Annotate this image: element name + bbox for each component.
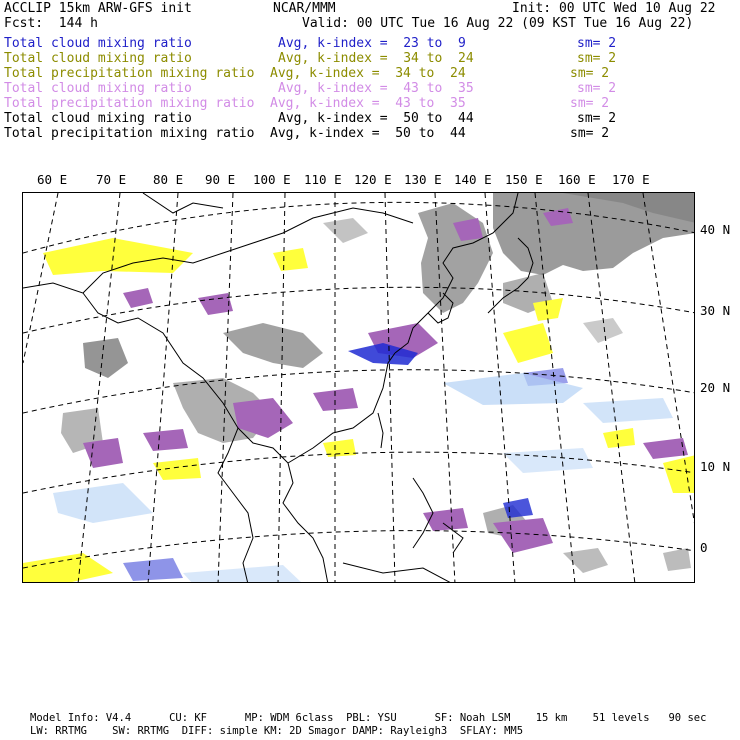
longitude-label: 110 E	[304, 172, 342, 187]
legend-avg: Avg, k-index = 50 to 44	[278, 111, 474, 126]
latitude-label: 40 N	[700, 222, 731, 237]
longitude-label: 130 E	[404, 172, 442, 187]
legend-avg: Avg, k-index = 50 to 44	[270, 126, 466, 141]
init-time: Init: 00 UTC Wed 10 Aug 22	[512, 1, 716, 16]
legend-sm: sm= 2	[577, 36, 617, 51]
legend-sm: sm= 2	[577, 81, 617, 96]
longitude-label: 160 E	[558, 172, 596, 187]
legend-sm: sm= 2	[570, 96, 610, 111]
legend-avg: Avg, k-index = 34 to 24	[270, 66, 466, 81]
legend-sm: sm= 2	[570, 66, 610, 81]
latitude-label: 10 N	[700, 459, 731, 474]
legend-field: Total cloud mixing ratio	[4, 81, 192, 96]
longitude-label: 90 E	[205, 172, 236, 187]
legend-field: Total precipitation mixing ratio	[4, 96, 255, 111]
map-panel	[22, 192, 695, 583]
latitude-label: 30 N	[700, 303, 731, 318]
longitude-label: 140 E	[454, 172, 492, 187]
legend-avg: Avg, k-index = 23 to 9	[278, 36, 466, 51]
latitude-label: 0	[700, 540, 708, 555]
map-canvas	[23, 193, 695, 583]
legend-avg: Avg, k-index = 43 to 35	[270, 96, 466, 111]
longitude-label: 100 E	[253, 172, 291, 187]
organization-label: NCAR/MMM	[273, 1, 336, 16]
legend-sm: sm= 2	[577, 111, 617, 126]
latitude-label: 20 N	[700, 380, 731, 395]
longitude-label: 170 E	[612, 172, 650, 187]
legend-sm: sm= 2	[570, 126, 610, 141]
longitude-label: 120 E	[354, 172, 392, 187]
legend-sm: sm= 2	[577, 51, 617, 66]
legend-field: Total cloud mixing ratio	[4, 36, 192, 51]
longitude-label: 80 E	[153, 172, 184, 187]
legend-avg: Avg, k-index = 43 to 35	[278, 81, 474, 96]
legend-field: Total precipitation mixing ratio	[4, 126, 255, 141]
legend-field: Total precipitation mixing ratio	[4, 66, 255, 81]
longitude-label: 60 E	[37, 172, 68, 187]
longitude-label: 150 E	[505, 172, 543, 187]
model-info-line1: Model Info: V4.4 CU: KF MP: WDM 6class PBL: YSU SF: Noah LSM 15 km 51 levels 90 sec	[30, 712, 707, 724]
model-title: ACCLIP 15km ARW-GFS init	[4, 1, 192, 16]
forecast-hour: Fcst: 144 h	[4, 16, 98, 31]
model-info-line2: LW: RRTMG SW: RRTMG DIFF: simple KM: 2D Smagor DAMP: Rayleigh3 SFLAY: MM5	[30, 725, 524, 737]
legend-field: Total cloud mixing ratio	[4, 111, 192, 126]
valid-time: Valid: 00 UTC Tue 16 Aug 22 (09 KST Tue 16 Aug 22)	[302, 16, 694, 31]
legend-avg: Avg, k-index = 34 to 24	[278, 51, 474, 66]
longitude-label: 70 E	[96, 172, 127, 187]
legend-field: Total cloud mixing ratio	[4, 51, 192, 66]
